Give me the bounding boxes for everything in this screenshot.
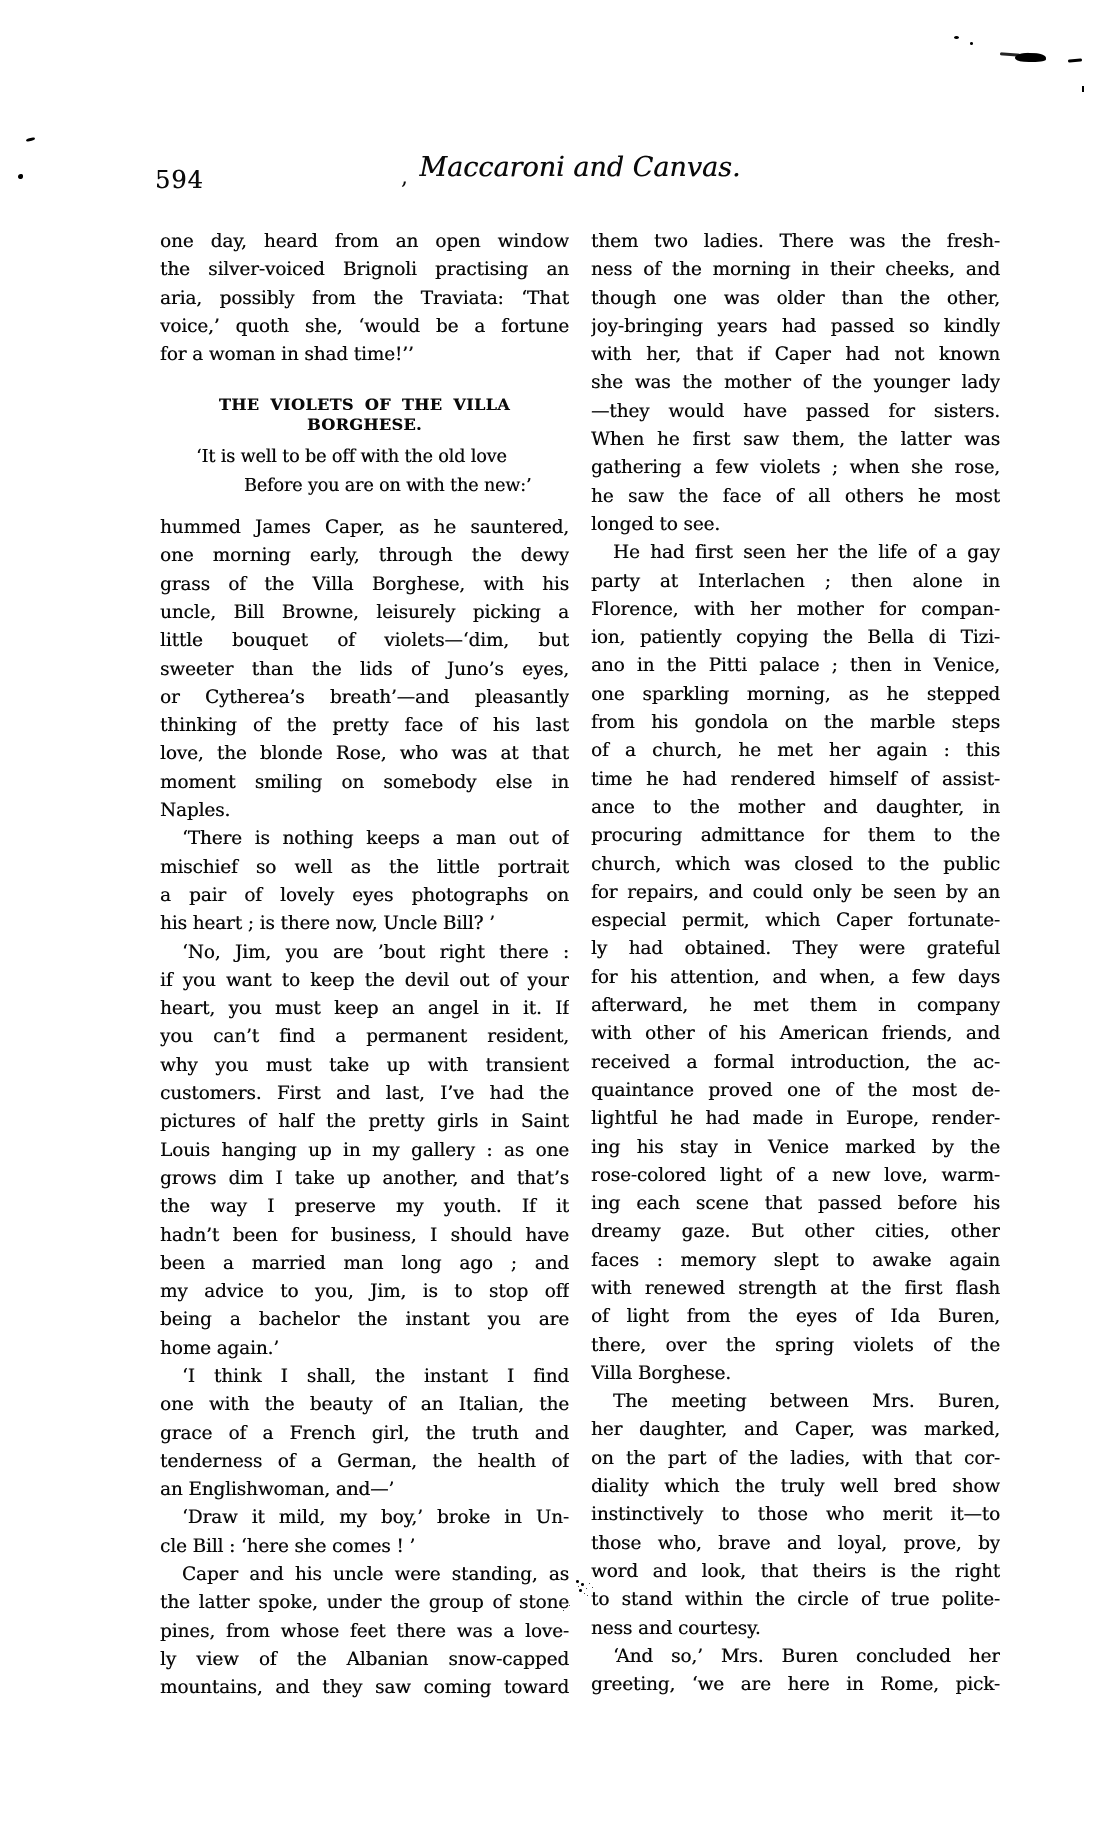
text-line: of a church, he met her again : this <box>591 740 1000 762</box>
paragraph <box>160 228 569 369</box>
ink-smudge <box>1068 58 1082 62</box>
text-line: uncle, Bill Browne, leisurely picking a <box>160 601 569 623</box>
text-line: aria, possibly from the Traviata: ‘That <box>160 287 569 309</box>
text-line: those who, brave and loyal, prove, by <box>591 1532 1000 1554</box>
text-line: of light from the eyes of Ida Buren, <box>591 1306 1000 1328</box>
text-line: customers. First and last, I’ve had the <box>160 1083 569 1105</box>
text-line: faces : memory slept to awake again <box>591 1249 1000 1271</box>
text-line: heart, you must keep an angel in it. If <box>160 998 569 1020</box>
text-line: mountains, and they saw coming toward <box>160 1677 569 1699</box>
running-title: Maccaroni and Canvas. <box>419 152 741 183</box>
text-columns <box>160 228 1000 1703</box>
text-line: joy-bringing years had passed so kindly <box>591 315 1000 337</box>
text-line: —they would have passed for sisters. <box>591 400 1000 422</box>
text-line: ‘There is nothing keeps a man out of <box>182 828 569 850</box>
text-line: moment smiling on somebody else in <box>160 771 569 793</box>
text-line: for repairs, and could only be seen by an <box>591 881 1000 903</box>
text-line: grace of a French girl, the truth and <box>160 1422 569 1444</box>
text-line: for his attention, and when, a few days <box>591 966 1000 988</box>
text-line: Villa Borghese. <box>591 1362 731 1384</box>
text-line: ‘And so,’ Mrs. Buren concluded her <box>613 1645 1000 1667</box>
text-line: afterward, he met them in company <box>591 995 1000 1017</box>
ink-speck <box>1082 86 1084 92</box>
text-line: hummed James Caper, as he sauntered, <box>160 517 569 539</box>
ink-speck <box>970 42 973 45</box>
text-line: quaintance proved one of the most de- <box>591 1079 1000 1101</box>
text-line: grass of the Villa Borghese, with his <box>160 573 569 595</box>
text-line: an Englishwoman, and—’ <box>160 1479 395 1501</box>
text-line: ness of the morning in their cheeks, and <box>591 259 1000 281</box>
text-line: especial permit, which Caper fortunate- <box>591 910 1000 932</box>
text-line: on the part of the ladies, with that cor- <box>591 1447 1000 1469</box>
text-line: mischief so well as the little portrait <box>160 856 569 878</box>
text-line: procuring admittance for them to the <box>591 825 1000 847</box>
text-line: one day, heard from an open window <box>160 231 569 252</box>
text-line: if you want to keep the devil out of your <box>160 969 569 991</box>
paragraph <box>160 1561 569 1702</box>
text-line: ion, patiently copying the Bella di Tizi- <box>591 627 1000 649</box>
text-line: them two ladies. There was the fresh- <box>591 231 1000 252</box>
text-line: church, which was closed to the public <box>591 853 1000 875</box>
text-line: been a married man long ago ; and <box>160 1252 569 1274</box>
text-line: Before you are on with the new:’ <box>244 475 532 496</box>
text-line: pictures of half the pretty girls in Saint <box>160 1111 569 1133</box>
text-line: ano in the Pitti palace ; then in Venice, <box>591 655 1000 677</box>
text-line: ly had obtained. They were grateful <box>591 938 1000 960</box>
text-line: a pair of lovely eyes photographs on <box>160 884 569 906</box>
text-line: Louis hanging up in my gallery : as one <box>160 1139 569 1161</box>
text-line: the latter spoke, under the group of stone <box>160 1592 569 1614</box>
epigraph <box>160 443 569 500</box>
paragraph <box>591 228 1000 539</box>
text-line: thinking of the pretty face of his last <box>160 715 569 737</box>
text-line: sweeter than the lids of Juno’s eyes, <box>160 658 569 680</box>
text-line: to stand within the circle of true polite- <box>591 1589 1000 1611</box>
text-line: ‘It is well to be off with the old love <box>196 447 507 468</box>
section-heading: THE VIOLETS OF THE VILLA BORGHESE. <box>218 395 511 435</box>
text-line: When he first saw them, the latter was <box>591 429 1000 451</box>
text-line: rose-colored light of a new love, warm- <box>591 1164 1000 1186</box>
paragraph <box>160 1504 569 1561</box>
text-line: one with the beauty of an Italian, the <box>160 1394 569 1416</box>
text-line: the silver-voiced Brignoli practising an <box>160 259 569 281</box>
text-line: cle Bill : ‘here she comes ! ’ <box>160 1535 416 1557</box>
text-line: my advice to you, Jim, is to stop off <box>160 1281 569 1303</box>
ink-speck <box>954 36 959 39</box>
text-line: one morning early, through the dewy <box>160 545 569 567</box>
text-line: grows dim I take up another, and that’s <box>160 1167 569 1189</box>
paragraph <box>160 825 569 938</box>
paragraph <box>591 1388 1000 1643</box>
text-line: little bouquet of violets—‘dim, but <box>160 630 569 652</box>
text-line: party at Interlachen ; then alone in <box>591 570 1000 592</box>
text-line: voice,’ quoth she, ‘would be a fortune <box>160 315 569 337</box>
text-line: Naples. <box>160 800 231 822</box>
column-right <box>591 228 1000 1703</box>
text-line: home again.’ <box>160 1337 280 1359</box>
paragraph <box>591 1643 1000 1700</box>
text-line: tenderness of a German, the health of <box>160 1450 569 1472</box>
text-line: you can’t find a permanent resident, <box>160 1026 569 1048</box>
paragraph <box>160 939 569 1363</box>
text-line: ness and courtesy. <box>591 1617 761 1639</box>
text-line: the way I preserve my youth. If it <box>160 1196 569 1218</box>
text-line: The meeting between Mrs. Buren, <box>613 1391 1000 1413</box>
text-line: with other of his American friends, and <box>591 1023 1000 1045</box>
page-number: 594 <box>155 166 204 194</box>
column-left <box>160 228 569 1703</box>
paragraph <box>591 539 1000 1388</box>
ink-speck <box>18 174 23 179</box>
text-line: lightful he had made in Europe, render- <box>591 1108 1000 1130</box>
text-line: received a formal introduction, the ac- <box>591 1051 1000 1073</box>
text-line: hadn’t been for business, I should have <box>160 1224 569 1246</box>
text-line: from his gondola on the marble steps <box>591 712 1000 734</box>
text-line: or Cytherea’s breath’—and pleasantly <box>160 686 569 708</box>
text-line: longed to see. <box>591 513 721 535</box>
text-line: why you must take up with transient <box>160 1054 569 1076</box>
text-line: for a woman in shad time!’’ <box>160 344 414 366</box>
text-line: ‘Draw it mild, my boy,’ broke in Un- <box>182 1507 569 1529</box>
text-line: with her, that if Caper had not known <box>591 344 1000 366</box>
text-line: word and look, that theirs is the right <box>591 1560 1000 1582</box>
text-line: though one was older than the other, <box>591 287 1000 309</box>
text-line: she was the mother of the younger lady <box>591 372 1000 394</box>
text-line: her daughter, and Caper, was marked, <box>591 1419 1000 1441</box>
text-line: dreamy gaze. But other cities, other <box>591 1221 1000 1243</box>
text-line: Caper and his uncle were standing, as <box>182 1564 569 1586</box>
text-line: He had first seen her the life of a gay <box>613 542 1000 564</box>
paragraph <box>160 514 569 825</box>
text-line: diality which the truly well bred show <box>591 1476 1000 1498</box>
paragraph <box>160 1363 569 1504</box>
text-line: gathering a few violets ; when she rose, <box>591 457 1000 479</box>
text-line: ‘I think I shall, the instant I find <box>182 1365 569 1387</box>
text-line: ‘No, Jim, you are ’bout right there : <box>182 941 569 963</box>
text-line: time he had rendered himself of assist- <box>591 768 1000 790</box>
text-line: love, the blonde Rose, who was at that <box>160 743 569 765</box>
stray-comma-mark: , <box>401 165 408 190</box>
text-line: his heart ; is there now, Uncle Bill? ’ <box>160 913 495 935</box>
text-line: ing his stay in Venice marked by the <box>591 1136 1000 1158</box>
text-line: he saw the face of all others he most <box>591 485 1000 507</box>
text-line: ance to the mother and daughter, in <box>591 796 1000 818</box>
text-line: Florence, with her mother for compan- <box>591 598 1000 620</box>
text-line: with renewed strength at the first flash <box>591 1277 1000 1299</box>
ink-smudge <box>1015 52 1046 62</box>
text-line: there, over the spring violets of the <box>591 1334 1000 1356</box>
text-line: greeting, ‘we are here in Rome, pick- <box>591 1674 1000 1696</box>
text-line: ing each scene that passed before his <box>591 1193 1000 1215</box>
ink-speck <box>26 137 35 142</box>
text-line: pines, from whose feet there was a love- <box>160 1620 569 1642</box>
text-line: being a bachelor the instant you are <box>160 1309 569 1331</box>
text-line: instinctively to those who merit it—to <box>591 1504 1000 1526</box>
text-line: ly view of the Albanian snow-capped <box>160 1648 569 1670</box>
text-line: one sparkling morning, as he stepped <box>591 683 1000 705</box>
